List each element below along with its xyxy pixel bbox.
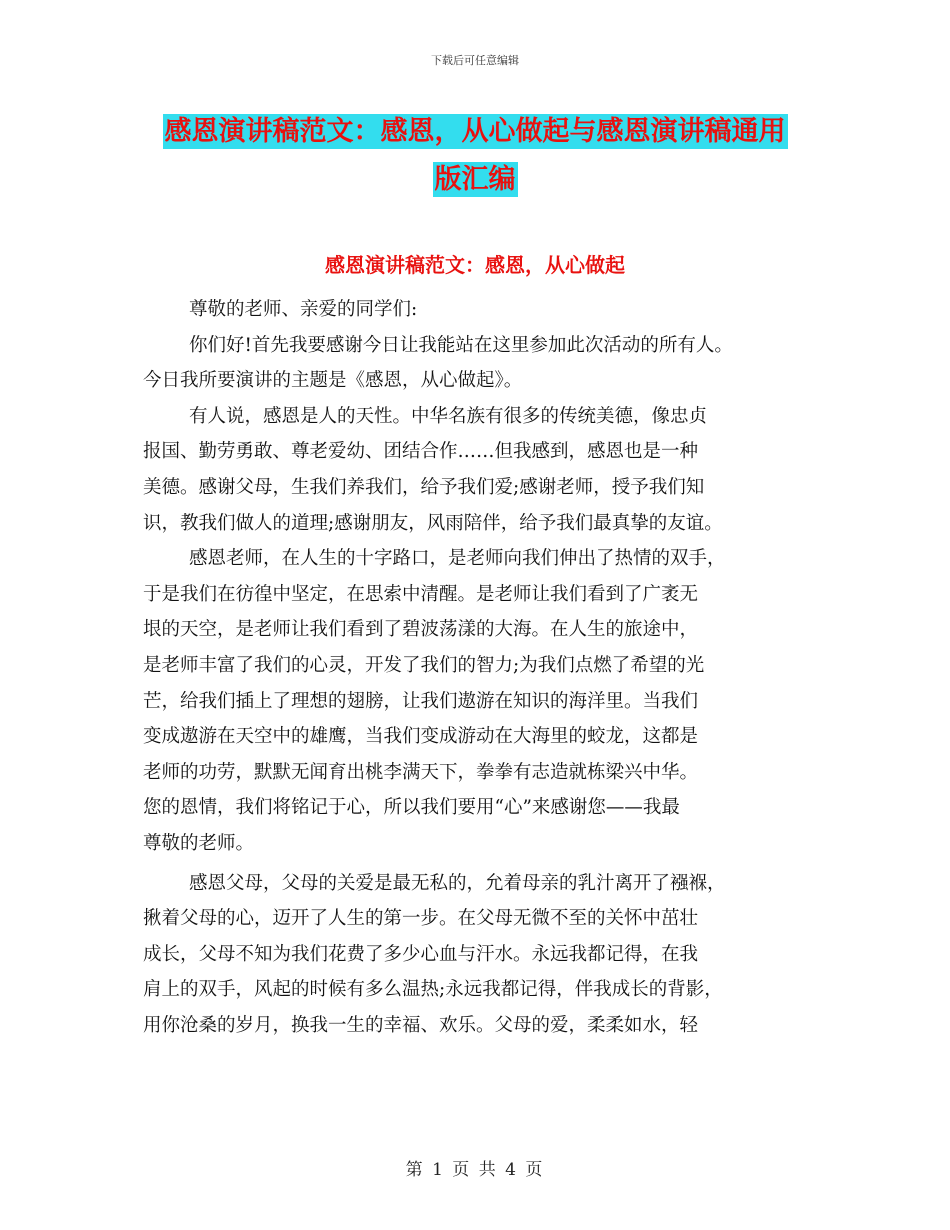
title-line-2: 版汇编 (434, 164, 516, 195)
body-text (143, 292, 815, 1043)
paragraph-line: 变成遨游在天空中的雄鹰，当我们变成游动在大海里的蛟龙，这都是 (143, 726, 699, 748)
paragraph-line: 老师的功劳，默默无闻育出桃李满天下，拳拳有志造就栋梁兴中华。 (143, 761, 699, 783)
paragraph-line: 感恩老师，在人生的十字路口，是老师向我们伸出了热情的双手， (189, 548, 726, 570)
paragraph-line: 报国、勤劳勇敢、尊老爱幼、团结合作……但我感到，感恩也是一种 (143, 441, 699, 463)
paragraph-line: 您的恩情，我们将铭记于心，所以我们要用“心”来感谢您——我最 (143, 797, 680, 819)
header-note: 下载后可任意编辑 (431, 54, 519, 67)
paragraph-line: 感恩父母，父母的关爱是最无私的，允着母亲的乳汁离开了襁褓， (189, 872, 726, 894)
paragraph-line: 芒，给我们插上了理想的翅膀，让我们遨游在知识的海洋里。当我们 (143, 690, 699, 712)
salutation-line: 尊敬的老师、亲爱的同学们: (189, 299, 418, 320)
section-title: 感恩演讲稿范文：感恩，从心做起 (325, 253, 625, 277)
paragraph-line: 识，教我们做人的道理;感谢朋友，风雨陪伴，给予我们最真挚的友谊。 (143, 512, 723, 534)
paragraph-line: 成长，父母不知为我们花费了多少心血与汗水。永远我都记得，在我 (143, 943, 699, 965)
paragraph-line: 于是我们在彷徨中坚定，在思索中清醒。是老师让我们看到了广袤无 (143, 583, 699, 605)
paragraph-line: 美德。感谢父母，生我们养我们，给予我们爱;感谢老师，授予我们知 (143, 476, 705, 498)
title-line-1: 感恩演讲稿范文：感恩，从心做起与感恩演讲稿通用 (164, 116, 786, 147)
paragraph-line: 垠的天空，是老师让我们看到了碧波荡漾的大海。在人生的旅途中， (143, 619, 699, 641)
page-number-footer: 第 1 页 共 4 页 (405, 1160, 545, 1180)
paragraph-line: 肩上的双手，风起的时候有多么温热;永远我都记得，伴我成长的背影， (143, 979, 723, 1001)
document-title (0, 108, 950, 204)
paragraph-line: 今日我所要演讲的主题是《感恩，从心做起》。 (143, 370, 523, 392)
paragraph-line: 有人说，感恩是人的天性。中华名族有很多的传统美德，像忠贞 (189, 405, 708, 427)
paragraph-line: 你们好!首先我要感谢今日让我能站在这里参加此次活动的所有人。 (189, 334, 733, 356)
paragraph-line: 揪着父母的心，迈开了人生的第一步。在父母无微不至的关怀中茁壮 (143, 908, 699, 930)
paragraph-line: 尊敬的老师。 (143, 832, 255, 854)
paragraph-line: 用你沧桑的岁月，换我一生的幸福、欢乐。父母的爱，柔柔如水，轻 (143, 1014, 699, 1036)
paragraph-line: 是老师丰富了我们的心灵，开发了我们的智力;为我们点燃了希望的光 (143, 654, 705, 676)
